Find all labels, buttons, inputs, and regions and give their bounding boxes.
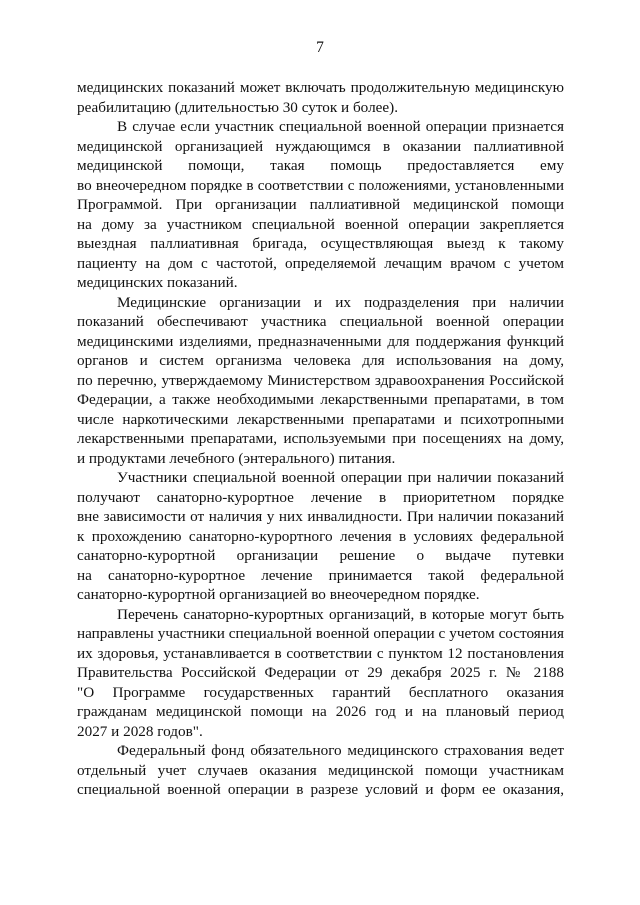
text-line: к прохождению санаторно-курортного лечения в условиях федеральной: [77, 527, 564, 545]
text-line: Программой. При организации паллиативной медицинской помощи: [77, 196, 564, 213]
text-line: получают санаторно-курортное лечение в приоритетном порядке: [77, 488, 564, 506]
text-line: выездная паллиативная бригада, осуществляющая выезд к такому: [77, 235, 564, 252]
text-line: санаторно-курортной организацией во внеочередном порядке.: [77, 586, 480, 603]
text-line: реабилитацию (длительностью 30 суток и более).: [77, 98, 398, 116]
text-line: Перечень санаторно-курортных организаций, в которые могут быть: [117, 605, 564, 623]
text-line: во внеочередном порядке в соответствии с положениями, установленными: [77, 176, 564, 194]
text-line: гражданам медицинской помощи на 2026 год и на плановый период: [77, 703, 564, 720]
text-line: органов и систем организма человека для использования на дому,: [77, 352, 564, 369]
text-line: пациенту на дом с частотой, определяемой лечащим врачом с учетом: [77, 254, 564, 272]
text-line: В случае если участник специальной военной операции признается: [117, 118, 564, 135]
text-line: на санаторно-курортное лечение принимается такой федеральной: [77, 566, 564, 584]
text-line: отдельный учет случаев оказания медицинской помощи участникам: [77, 761, 564, 779]
text-line: по перечню, утверждаемому Министерством здравоохранения Российской: [77, 371, 564, 389]
paragraph: [77, 468, 564, 605]
paragraph: [77, 605, 564, 742]
text-line: медицинских показаний.: [77, 274, 238, 291]
body-text: [77, 78, 564, 800]
paragraph: [77, 741, 564, 800]
text-line: направлены участники специальной военной операции с учетом состояния: [77, 625, 564, 642]
text-line: 2027 и 2028 годов".: [77, 722, 203, 740]
text-line: показаний обеспечивают участника специальной военной операции: [77, 313, 564, 330]
paragraph: [77, 293, 564, 469]
text-line: медицинскими изделиями, предназначенными для поддержания функций: [77, 332, 564, 350]
text-line: вне зависимости от наличия у них инвалидности. При наличии показаний: [77, 508, 564, 525]
text-line: медицинских показаний может включать продолжительную медицинскую: [77, 79, 564, 96]
text-line: медицинской помощи, такая помощь предоставляется ему: [77, 157, 564, 174]
paragraph: [77, 78, 564, 117]
text-line: Правительства Российской Федерации от 29 декабря 2025 г. № 2188: [77, 664, 564, 681]
paragraph: [77, 117, 564, 293]
text-line: их здоровья, устанавливается в соответствии с пунктом 12 постановления: [77, 644, 564, 662]
text-line: лекарственными препаратами, используемыми при посещениях на дому,: [77, 430, 564, 447]
page-number: 7: [316, 39, 324, 56]
text-line: и продуктами лечебного (энтерального) питания.: [77, 449, 396, 467]
text-line: на дому за участником специальной военной операции закрепляется: [77, 215, 564, 233]
text-line: "О Программе государственных гарантий бесплатного оказания: [77, 683, 564, 701]
text-line: Медицинские организации и их подразделения при наличии: [117, 293, 564, 311]
text-line: Участники специальной военной операции при наличии показаний: [117, 469, 564, 486]
text-line: санаторно-курортной организации решение о выдаче путевки: [77, 547, 564, 564]
text-line: медицинской организацией нуждающимся в оказании паллиативной: [77, 137, 564, 155]
text-line: Федерации, а также необходимыми лекарственными препаратами, в том: [77, 391, 564, 408]
text-line: Федеральный фонд обязательного медицинского страхования ведет: [117, 742, 564, 759]
text-line: специальной военной операции в разрезе условий и форм ее оказания,: [77, 781, 564, 798]
text-line: числе наркотическими лекарственными препаратами и психотропными: [77, 410, 564, 428]
